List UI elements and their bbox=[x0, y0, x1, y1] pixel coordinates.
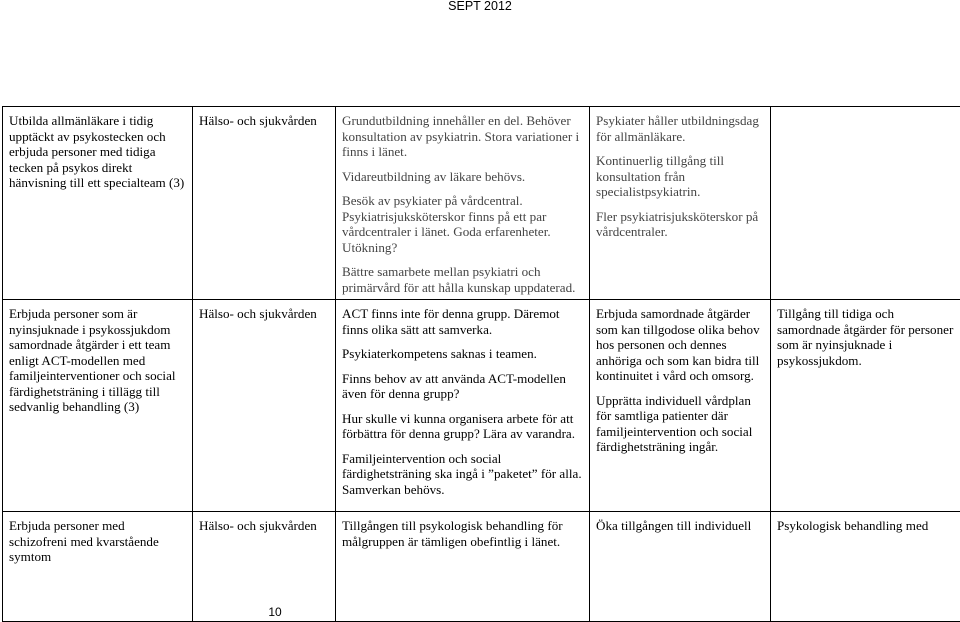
goal-cell bbox=[771, 107, 960, 300]
page-header: SEPT 2012 bbox=[0, 0, 960, 18]
current-state-cell: Tillgången till psykologisk behandling för målgruppen är tämligen obefintlig i länet. bbox=[336, 512, 590, 622]
goal-cell: Psykologisk behandling med bbox=[771, 512, 960, 622]
table-row bbox=[3, 107, 960, 300]
recommendation-cell: Erbjuda personer med schizofreni med kvarstående symtom bbox=[3, 512, 193, 622]
responsible-cell: Hälso- och sjukvården bbox=[193, 107, 336, 300]
current-state-cell: Grundutbildning innehåller en del. Behöver konsultation av psykiatrin. Stora variationer i finns i länet. Vidareutbildning av läkare behövs. Besök av psykiater på vårdcentral. Psykiatrisjuksköterskor finns på ett par vårdcentraler i länet. Goda erfarenheter. Utökning? Bättre samarbete mellan psykiatri och primärvård för att hålla kunskap uppdaterad. bbox=[336, 107, 590, 300]
recommendation-cell: Utbilda allmänläkare i tidig upptäckt av psykostecken och erbjuda personer med tidiga tecken på psykos direkt hänvisning till ett specialteam (3) bbox=[3, 107, 193, 300]
recommendation-cell: Erbjuda personer som är nyinsjuknade i psykossjukdom samordnade åtgärder i ett team enligt ACT-modellen med familjeinterventioner och social färdighetsträning i tillägg till sedvanlig behandling (3) bbox=[3, 300, 193, 512]
table-row bbox=[3, 300, 960, 512]
action-cell: Psykiater håller utbildningsdag för allmänläkare. Kontinuerlig tillgång till konsultation från specialistpsykiatrin. Fler psykiatrisjuksköterskor på vårdcentraler. bbox=[590, 107, 771, 300]
table-row bbox=[3, 512, 960, 622]
action-cell: Erbjuda samordnade åtgärder som kan tillgodose olika behov hos personen och dennes anhöriga och som kan bidra till kontinuitet i vård och omsorg. Upprätta individuell vårdplan för samtliga patienter där familjeintervention och social färdighetsträning ingår. bbox=[590, 300, 771, 512]
goal-cell: Tillgång till tidiga och samordnade åtgärder för personer som är nyinsjuknade i psykossjukdom. bbox=[771, 300, 960, 512]
recommendations-table bbox=[2, 106, 960, 622]
page-number: 10 bbox=[260, 605, 290, 619]
responsible-cell: Hälso- och sjukvården bbox=[193, 300, 336, 512]
action-cell: Öka tillgången till individuell bbox=[590, 512, 771, 622]
current-state-cell: ACT finns inte för denna grupp. Däremot finns olika sätt att samverka. Psykiaterkompetens saknas i teamen. Finns behov av att använda ACT-modellen även för denna grupp? Hur skulle vi kunna organisera arbete för att förbättra för denna grupp? Lära av varandra. Familjeintervention och social färdighetsträning ska ingå i ”paketet” för alla. Samverkan behövs. bbox=[336, 300, 590, 512]
responsible-cell: Hälso- och sjukvården bbox=[193, 512, 336, 622]
